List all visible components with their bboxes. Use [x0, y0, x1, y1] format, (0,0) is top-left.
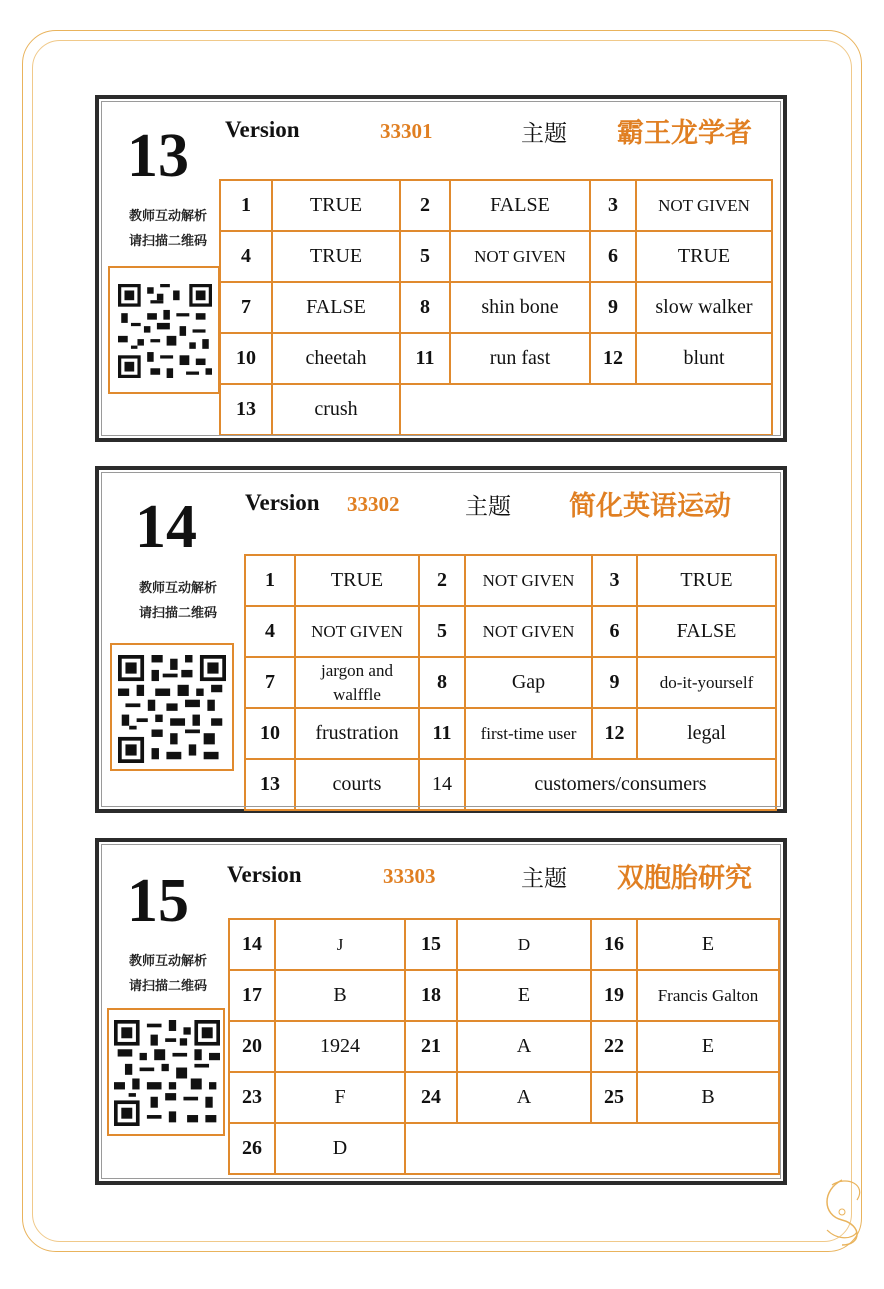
- answer-cell: Francis Galton: [637, 970, 779, 1021]
- question-number: 6: [590, 231, 636, 282]
- answer-cell: legal: [637, 708, 776, 759]
- question-number: 10: [245, 708, 295, 759]
- teacher-note-line1: 教师互动解析: [128, 954, 207, 969]
- teacher-note-line1: 教师互动解析: [138, 581, 217, 596]
- answer-cell: Gap: [465, 657, 592, 708]
- empty-cell: [400, 384, 772, 435]
- teacher-note-line1: 教师互动解析: [128, 209, 207, 224]
- answer-cell: first-time user: [465, 708, 592, 759]
- question-number: 26: [229, 1123, 275, 1174]
- answer-cell: NOT GIVEN: [465, 606, 592, 657]
- question-number: 19: [591, 970, 637, 1021]
- question-number: 12: [592, 708, 637, 759]
- theme-label: 主题: [521, 866, 567, 892]
- question-number: 24: [405, 1072, 457, 1123]
- section-number: 13: [127, 122, 189, 190]
- table-row: [229, 970, 779, 1021]
- question-number: 8: [400, 282, 450, 333]
- answer-cell: NOT GIVEN: [636, 180, 772, 231]
- table-row: [229, 919, 779, 970]
- version-label: Version: [227, 862, 302, 887]
- question-number: 10: [220, 333, 272, 384]
- table-row: [220, 282, 772, 333]
- teacher-note-line2: 请扫描二维码: [128, 979, 207, 994]
- answer-cell: F: [275, 1072, 405, 1123]
- question-number: 4: [220, 231, 272, 282]
- answer-cell: blunt: [636, 333, 772, 384]
- table-row: [220, 333, 772, 384]
- question-number: 2: [419, 555, 465, 606]
- table-row: [245, 657, 776, 708]
- table-row: [220, 180, 772, 231]
- answer-cell: customers/consumers: [465, 759, 776, 810]
- answer-cell: TRUE: [637, 555, 776, 606]
- question-number: 9: [590, 282, 636, 333]
- answer-card-15: [95, 838, 787, 1185]
- teacher-note: [123, 576, 233, 626]
- question-number: 8: [419, 657, 465, 708]
- table-row: [245, 606, 776, 657]
- table-row: [220, 384, 772, 435]
- teacher-note: [113, 949, 223, 999]
- answer-cell: FALSE: [450, 180, 590, 231]
- qr-code[interactable]: [110, 643, 234, 771]
- answer-cell: E: [457, 970, 591, 1021]
- answer-cell: B: [275, 970, 405, 1021]
- question-number: 25: [591, 1072, 637, 1123]
- answer-cell: D: [275, 1123, 405, 1174]
- question-number: 20: [229, 1021, 275, 1072]
- answer-cell: D: [457, 919, 591, 970]
- question-number: 16: [591, 919, 637, 970]
- question-number: 3: [592, 555, 637, 606]
- version-code: 33301: [380, 119, 433, 143]
- question-number: 4: [245, 606, 295, 657]
- question-number: 2: [400, 180, 450, 231]
- question-number: 3: [590, 180, 636, 231]
- answer-cell: do-it-yourself: [637, 657, 776, 708]
- answer-cell: A: [457, 1072, 591, 1123]
- question-number: 5: [419, 606, 465, 657]
- answer-cell: NOT GIVEN: [465, 555, 592, 606]
- table-row: [229, 1072, 779, 1123]
- table-row: [245, 759, 776, 810]
- theme-value: 霸王龙学者: [617, 118, 752, 149]
- question-number: 23: [229, 1072, 275, 1123]
- section-number: 15: [127, 867, 189, 935]
- question-number: 13: [245, 759, 295, 810]
- question-number: 17: [229, 970, 275, 1021]
- answer-cell: J: [275, 919, 405, 970]
- question-number: 14: [229, 919, 275, 970]
- question-number: 11: [419, 708, 465, 759]
- question-number: 21: [405, 1021, 457, 1072]
- theme-value: 简化英语运动: [569, 491, 731, 522]
- question-number: 7: [245, 657, 295, 708]
- answer-cell: NOT GIVEN: [295, 606, 419, 657]
- answer-cell: crush: [272, 384, 400, 435]
- teacher-note: [113, 204, 223, 254]
- answer-cell: TRUE: [272, 180, 400, 231]
- version-label: Version: [225, 117, 300, 142]
- answer-cell: FALSE: [272, 282, 400, 333]
- answer-cell: 1924: [275, 1021, 405, 1072]
- answer-cell: B: [637, 1072, 779, 1123]
- question-number: 22: [591, 1021, 637, 1072]
- answer-cell: FALSE: [637, 606, 776, 657]
- answer-table: [228, 918, 780, 1175]
- answer-cell: A: [457, 1021, 591, 1072]
- question-number: 7: [220, 282, 272, 333]
- qr-code-icon: [114, 1020, 220, 1126]
- question-number: 11: [400, 333, 450, 384]
- answer-cell: run fast: [450, 333, 590, 384]
- teacher-note-line2: 请扫描二维码: [138, 606, 217, 621]
- question-number: 13: [220, 384, 272, 435]
- version-label: Version: [245, 490, 320, 515]
- table-row: [229, 1021, 779, 1072]
- answer-cell: jargon and walffle: [295, 657, 419, 708]
- teacher-note-line2: 请扫描二维码: [128, 234, 207, 249]
- question-number: 5: [400, 231, 450, 282]
- theme-label: 主题: [465, 494, 511, 520]
- answer-cell: E: [637, 919, 779, 970]
- answer-cell: TRUE: [636, 231, 772, 282]
- section-number: 14: [135, 493, 197, 561]
- question-number: 1: [245, 555, 295, 606]
- version-code: 33303: [383, 864, 436, 888]
- answer-cell: TRUE: [295, 555, 419, 606]
- answer-cell: frustration: [295, 708, 419, 759]
- question-number: 14: [419, 759, 465, 810]
- qr-code[interactable]: [107, 1008, 225, 1136]
- qr-code-icon: [118, 284, 212, 378]
- answer-cell: courts: [295, 759, 419, 810]
- qr-code-icon: [118, 655, 226, 763]
- answer-card-14: [95, 466, 787, 813]
- answer-cell: NOT GIVEN: [450, 231, 590, 282]
- question-number: 1: [220, 180, 272, 231]
- version-code: 33302: [347, 492, 400, 516]
- answer-cell: E: [637, 1021, 779, 1072]
- theme-label: 主题: [521, 121, 567, 147]
- table-row: [220, 231, 772, 282]
- qr-code[interactable]: [108, 266, 220, 394]
- question-number: 18: [405, 970, 457, 1021]
- answer-table: [219, 179, 773, 436]
- question-number: 9: [592, 657, 637, 708]
- answer-card-13: [95, 95, 787, 442]
- answer-cell: slow walker: [636, 282, 772, 333]
- table-row: [245, 708, 776, 759]
- question-number: 12: [590, 333, 636, 384]
- table-row: [229, 1123, 779, 1174]
- theme-value: 双胞胎研究: [617, 863, 752, 894]
- question-number: 15: [405, 919, 457, 970]
- answer-cell: shin bone: [450, 282, 590, 333]
- ornament-flourish-icon: [812, 1170, 872, 1250]
- answer-cell: cheetah: [272, 333, 400, 384]
- empty-cell: [405, 1123, 779, 1174]
- question-number: 6: [592, 606, 637, 657]
- answer-table: [244, 554, 777, 811]
- answer-cell: TRUE: [272, 231, 400, 282]
- table-row: [245, 555, 776, 606]
